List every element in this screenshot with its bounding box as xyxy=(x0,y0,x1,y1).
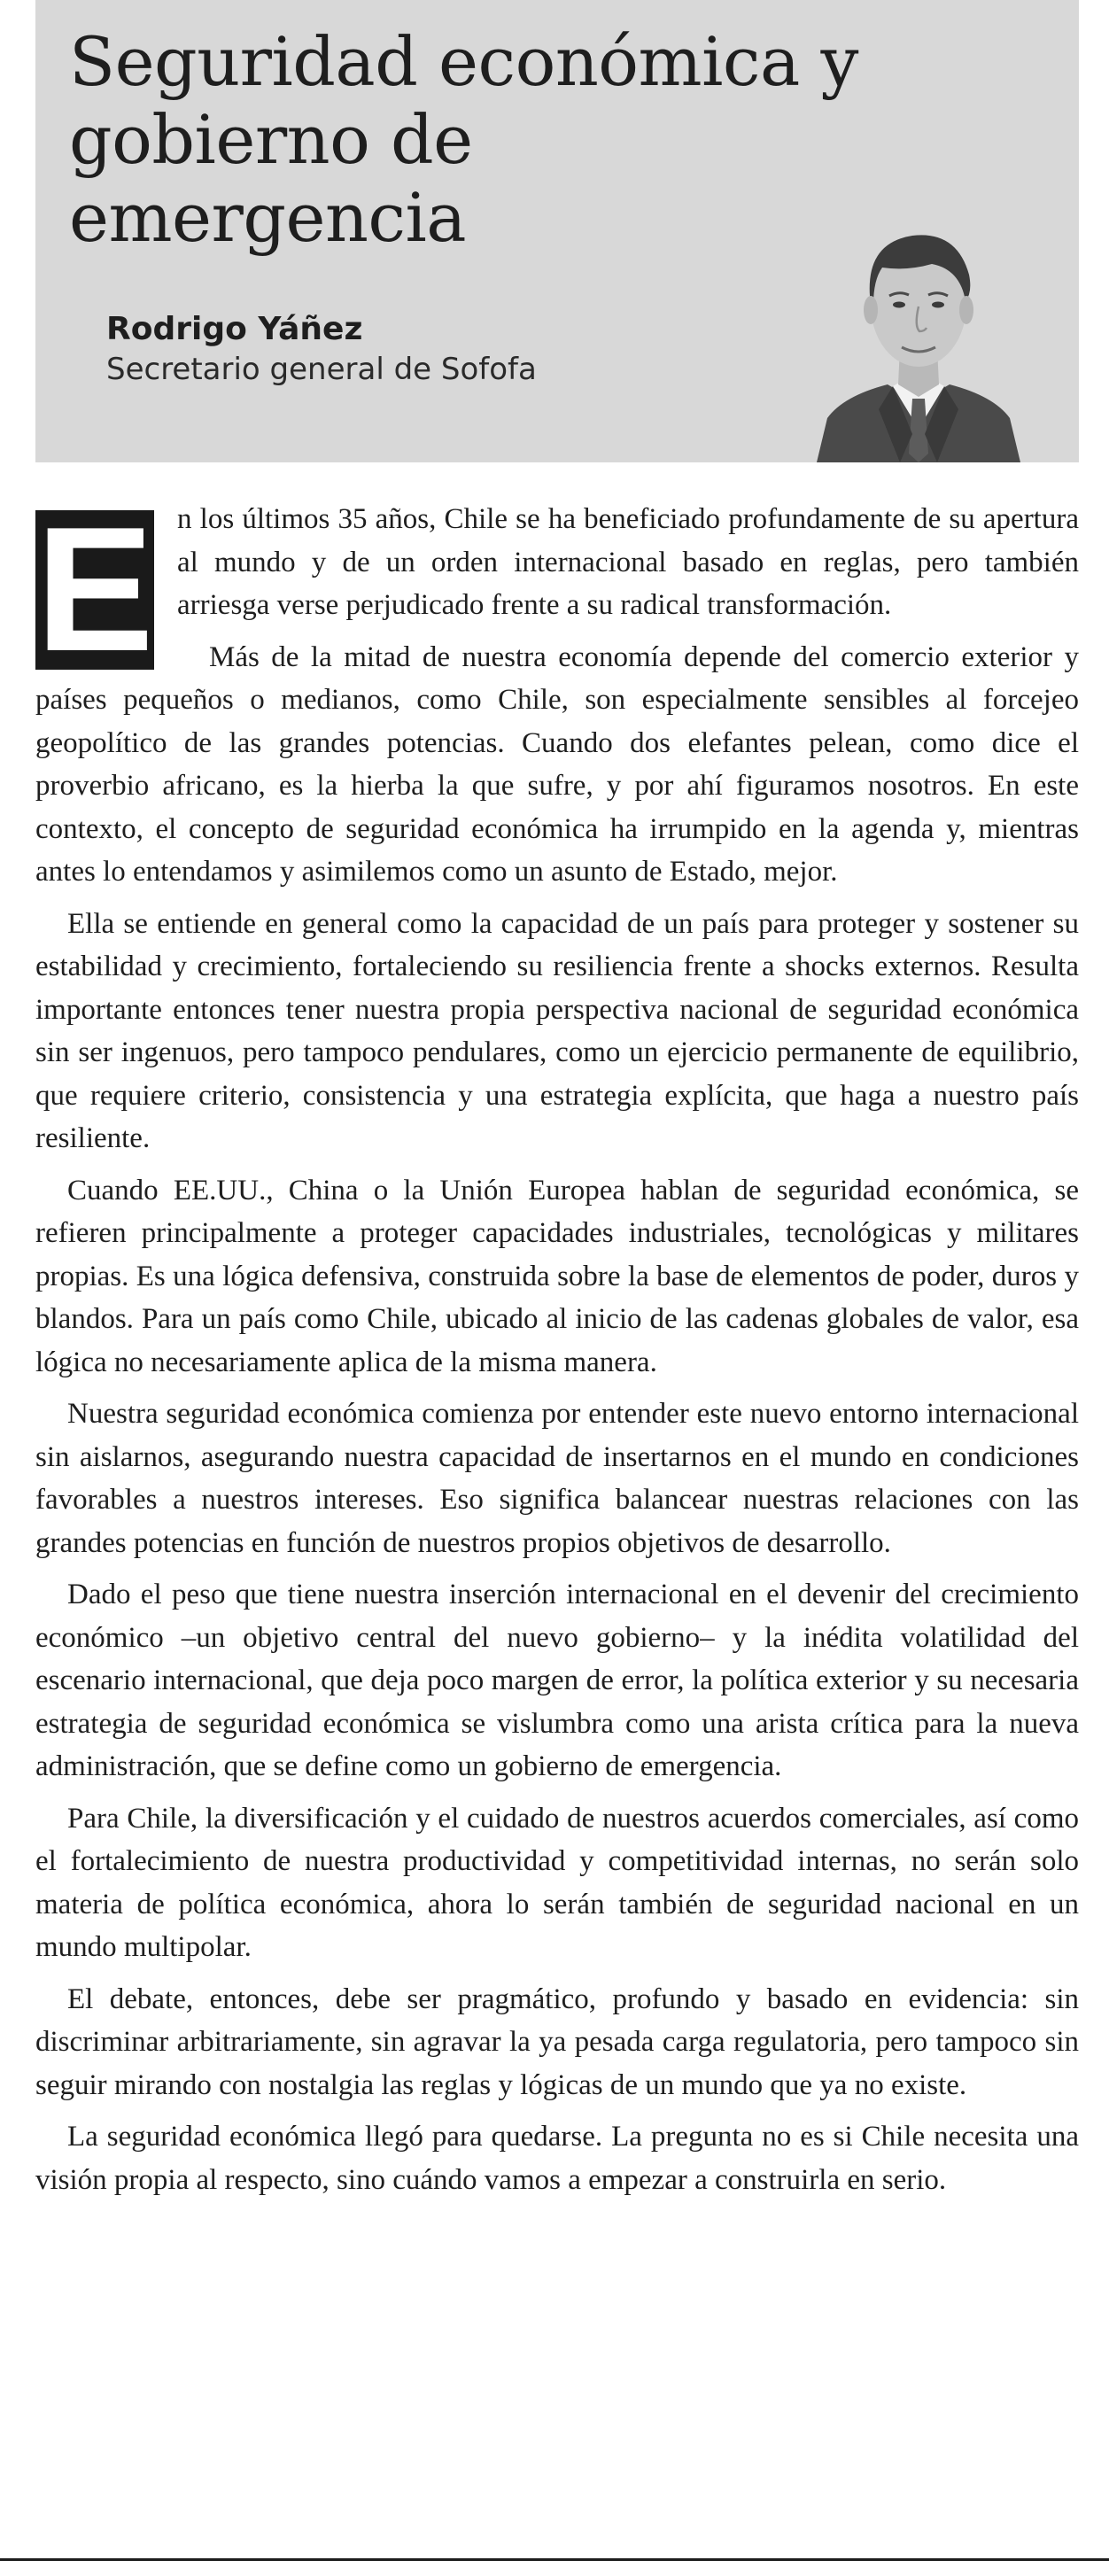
title-line-2: gobierno de emergencia xyxy=(69,100,473,257)
article-paragraph: Ella se entiende en general como la capacidad de un país para proteger y sostener su estabilidad y crecimiento, fortaleciendo su resiliencia frente a shocks externos. Resulta importante entonces tener nuestra propia perspectiva nacional de seguridad económica sin ser ingenuos, pero tampoco pendulares, como un ejercicio permanente de equilibrio, que requiere criterio, consistencia y una estrategia explícita, que haga a nuestro país resiliente. xyxy=(35,907,1079,1154)
article-paragraph: Más de la mitad de nuestra economía depende del comercio exterior y países pequeños o medianos, como Chile, son especialmente sensibles al forcejeo geopolítico de las grandes potencias. Cuando dos elefantes pelean, como dice el proverbio africano, es la hierba la que sufre, y por ahí figuramos nosotros. En este contexto, el concepto de seguridad económica ha irrumpido en la agenda y, mientras antes lo entendamos y asimilemos como un asunto de Estado, mejor. xyxy=(35,640,1079,888)
title-line-1: Seguridad económica y xyxy=(69,22,858,101)
article-paragraph: El debate, entonces, debe ser pragmático, profundo y basado en evidencia: sin discriminar arbitrariamente, sin agravar la ya pesada carga regulatoria, pero tampoco sin seguir mirando con nostalgia las reglas y lógicas de un mundo que ya no existe. xyxy=(35,1982,1079,2101)
author-role: Secretario general de Sofofa xyxy=(106,352,537,387)
article-paragraph: Para Chile, la diversificación y el cuidado de nuestros acuerdos comerciales, así como el fortalecimiento de nuestra productividad y competitividad internas, no serán solo materia de política económica, ahora lo serán también de seguridad nacional en un mundo multipolar. xyxy=(35,1802,1079,1963)
bottom-divider xyxy=(0,2558,1109,2561)
article-body xyxy=(35,498,1079,2210)
author-name: Rodrigo Yáñez xyxy=(106,311,363,347)
article-paragraph: Dado el peso que tiene nuestra inserción internacional en el devenir del crecimiento económico –un objetivo central del nuevo gobierno– y la inédita volatilidad del escenario internacional, que deja poco margen de error, la política exterior y su necesaria estrategia de seguridad económica se vislumbra como una arista crítica para la nueva administración, que se define como un gobierno de emergencia. xyxy=(35,1579,1079,1782)
dropcap-letter: E xyxy=(35,510,154,670)
author-portrait xyxy=(808,197,1029,462)
paragraph-text: n los últimos 35 años, Chile se ha beneficiado profundamente de su apertura al mundo y de un orden internacional basado en reglas, pero también arriesga verse perjudicado frente a su radical transformación. xyxy=(177,503,1079,621)
article-paragraph xyxy=(35,498,1079,670)
article-paragraph: Cuando EE.UU., China o la Unión Europea hablan de seguridad económica, se refieren principalmente a proteger capacidades industriales, tecnológicas y militares propias. Es una lógica defensiva, construida sobre la base de elementos de poder, duros y blandos. Para un país como Chile, ubicado al inicio de las cadenas globales de valor, esa lógica no necesariamente aplica de la misma manera. xyxy=(35,1174,1079,1378)
article-paragraph: Nuestra seguridad económica comienza por entender este nuevo entorno internacional sin aislarnos, asegurando nuestra capacidad de insertarnos en el mundo en condiciones favorables a nuestros intereses. Eso significa balancear nuestras relaciones con las grandes potencias en función de nuestros propios objetivos de desarrollo. xyxy=(35,1398,1079,1559)
article-title xyxy=(69,23,866,257)
article-paragraph: La seguridad económica llegó para quedarse. La pregunta no es si Chile necesita una visión propia al respecto, sino cuándo vamos a empezar a construirla en serio. xyxy=(35,2121,1079,2196)
